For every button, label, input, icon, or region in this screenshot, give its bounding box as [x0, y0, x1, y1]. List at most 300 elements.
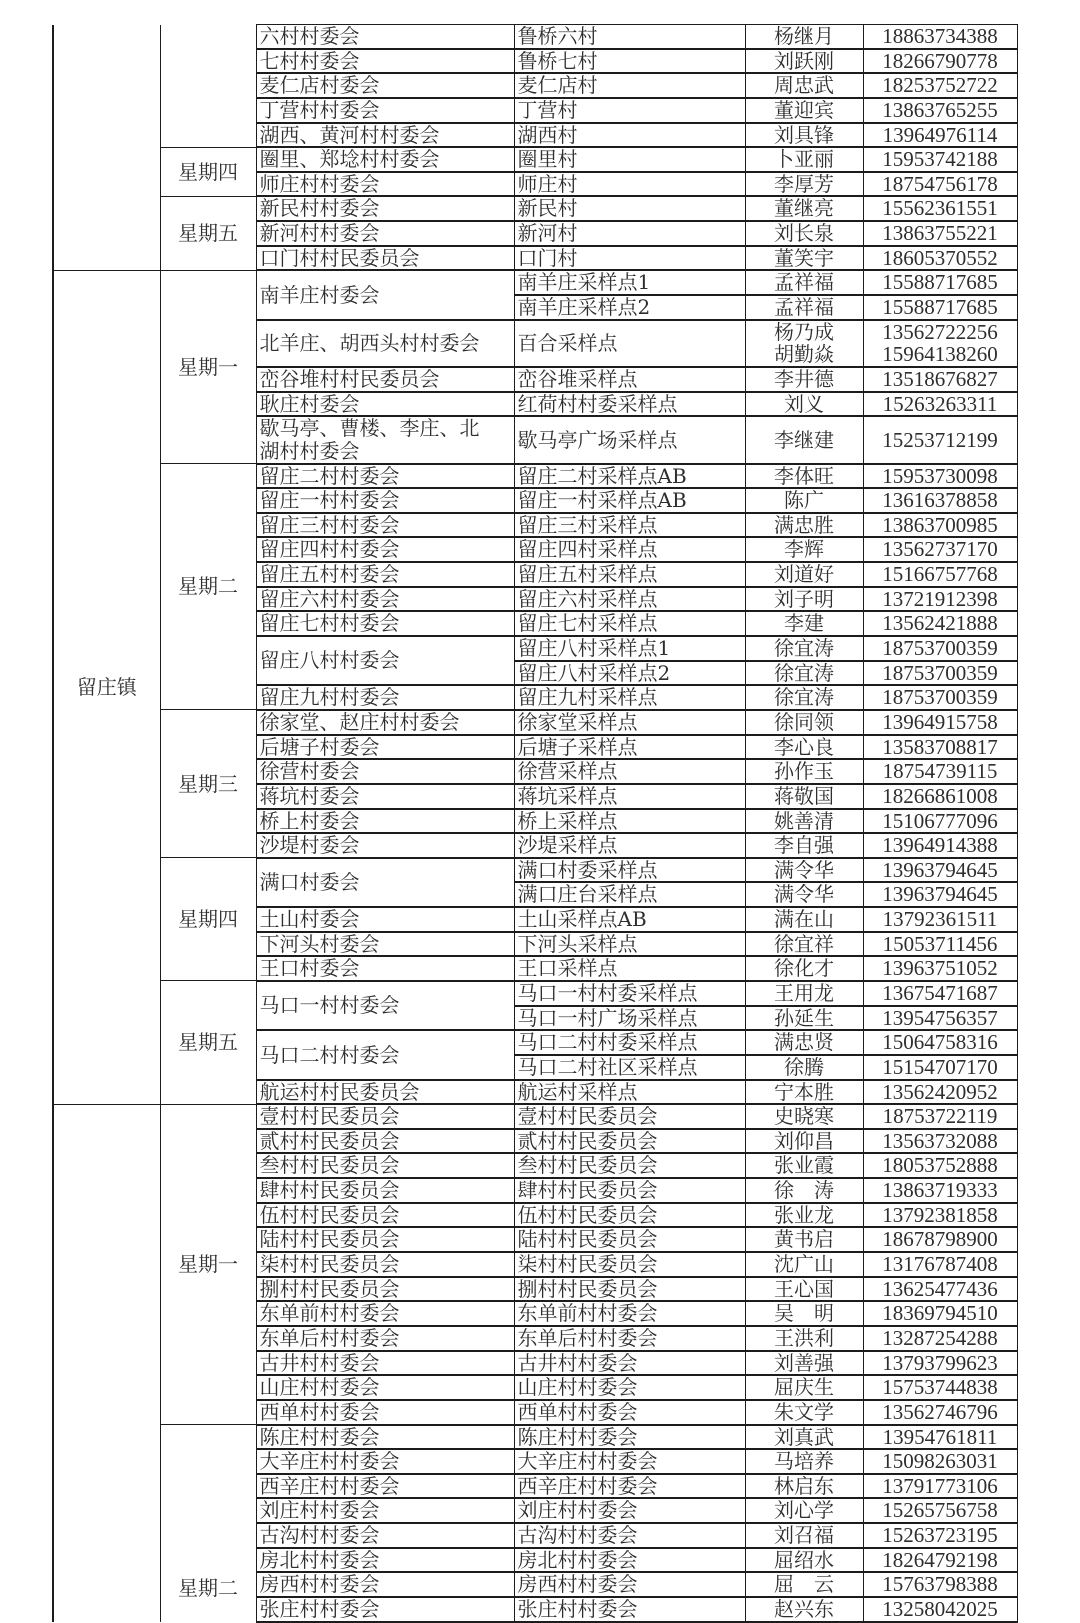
phone-cell: [863, 196, 1017, 221]
committee-cell: [256, 932, 514, 957]
phone-cell-text: 13964976114: [882, 123, 998, 147]
phone-cell: [863, 882, 1017, 907]
contact-person-cell: [745, 956, 863, 981]
phone-cell: [863, 1474, 1017, 1499]
sampling-site-cell: [514, 1277, 745, 1302]
committee-cell-line: 歇马亭、曹楼、李庄、北: [259, 417, 480, 440]
committee-cell: [256, 172, 514, 197]
sampling-site-cell-text: 留庄二村采样点AB: [517, 464, 687, 488]
contact-person-cell-text: 李体旺: [774, 464, 834, 488]
phone-cell-text: 13863700985: [882, 513, 998, 537]
committee-cell: [256, 1474, 514, 1499]
contact-person-cell: [745, 1153, 863, 1178]
committee-cell: [256, 611, 514, 636]
sampling-site-cell: [514, 1375, 745, 1400]
contact-person-cell: [745, 1572, 863, 1597]
committee-cell: [256, 1301, 514, 1326]
contact-person-cell: [745, 1252, 863, 1277]
committee-cell-text: 留庄一村村委会: [259, 489, 400, 512]
sampling-site-cell-text: 柒村村民委员会: [517, 1253, 658, 1276]
committee-cell: [256, 1030, 514, 1079]
committee-cell: [256, 1498, 514, 1523]
contact-person-cell: [745, 1277, 863, 1302]
phone-cell-text: 15588717685: [882, 271, 998, 295]
committee-cell: [256, 270, 514, 319]
contact-person-cell-text: 吴 明: [774, 1302, 834, 1325]
sampling-site-cell-text: 伍村村民委员会: [517, 1203, 658, 1227]
contact-person-cell-text: 屈绍水: [774, 1548, 834, 1572]
committee-cell: [256, 392, 514, 417]
contact-person-cell: [745, 1548, 863, 1573]
phone-cell-text: 15265756758: [882, 1499, 998, 1523]
phone-cell: [863, 858, 1017, 883]
committee-cell-text: 西辛庄村村委会: [259, 1474, 400, 1498]
phone-cell: [863, 488, 1017, 513]
contact-person-cell-text: 孟祥福: [774, 271, 834, 295]
phone-cell: [863, 295, 1017, 320]
phone-cell: [863, 1277, 1017, 1302]
contact-person-cell-text: 王用龙: [774, 981, 834, 1005]
weekday-cell: [160, 981, 256, 1104]
contact-person-cell: [745, 1498, 863, 1523]
phone-cell-text: 13954761811: [882, 1425, 998, 1449]
sampling-site-cell-text: 陆村村民委员会: [517, 1228, 658, 1252]
sampling-site-cell: [514, 1597, 745, 1622]
committee-cell-text: 南羊庄村委会: [259, 283, 380, 307]
committee-cell-text: 古沟村村委会: [259, 1524, 380, 1547]
weekday-cell: [160, 147, 256, 196]
phone-cell-text: 13562420952: [882, 1080, 998, 1104]
contact-person-cell: [745, 661, 863, 686]
committee-cell-text: 麦仁店村委会: [259, 74, 380, 97]
committee-cell: [256, 1129, 514, 1154]
sampling-site-cell: [514, 1449, 745, 1474]
contact-person-cell-text: 董迎宾: [774, 98, 834, 122]
contact-person-cell: [745, 147, 863, 172]
table-row: [53, 196, 1017, 221]
contact-person-cell: [745, 464, 863, 489]
committee-cell: [256, 759, 514, 784]
contact-person-cell-text: 屈庆生: [774, 1376, 834, 1399]
contact-person-cell: [745, 172, 863, 197]
sampling-site-cell: [514, 416, 745, 463]
committee-cell: [256, 1572, 514, 1597]
committee-cell: [256, 907, 514, 932]
phone-cell-text: 15753744838: [882, 1376, 998, 1399]
sampling-site-cell-text: 东单前村村委会: [517, 1302, 658, 1325]
phone-cell: [863, 809, 1017, 834]
weekday-cell-text: 星期五: [178, 1031, 238, 1054]
phone-cell-text: 15098263031: [882, 1450, 998, 1473]
contact-person-cell-text: 刘义: [784, 392, 824, 416]
contact-person-cell: [745, 1400, 863, 1425]
sampling-site-cell-text: 下河头采样点: [517, 932, 638, 956]
phone-cell: [863, 1351, 1017, 1376]
committee-cell-text: 新民村村委会: [259, 197, 380, 221]
contact-person-cell-text: 满忠胜: [774, 513, 834, 537]
weekday-cell-text: 星期一: [178, 1253, 238, 1276]
sampling-site-cell-text: 歇马亭广场采样点: [517, 428, 678, 452]
phone-cell: [863, 1572, 1017, 1597]
table-row: [53, 1104, 1017, 1129]
contact-person-cell: [745, 488, 863, 513]
contact-person-cell-text: 黄书启: [774, 1228, 834, 1252]
phone-cell: [863, 784, 1017, 809]
contact-person-cell: [745, 1055, 863, 1080]
phone-cell: [863, 1449, 1017, 1474]
sampling-site-cell: [514, 685, 745, 710]
sampling-site-cell-text: 留庄六村采样点: [517, 587, 658, 611]
phone-cell: [863, 392, 1017, 417]
contact-person-cell: [745, 636, 863, 661]
phone-cell-text: 18053752888: [882, 1154, 998, 1178]
sampling-site-cell: [514, 295, 745, 320]
contact-person-cell: [745, 416, 863, 463]
phone-cell-text: 13791773106: [882, 1474, 998, 1498]
sampling-site-cell: [514, 320, 745, 367]
phone-cell-text: 18753700359: [882, 637, 998, 660]
phone-cell: [863, 636, 1017, 661]
sampling-site-cell-text: 古井村村委会: [517, 1351, 638, 1375]
contact-person-cell-text: 李辉: [784, 538, 824, 562]
sampling-site-cell: [514, 1474, 745, 1499]
phone-cell: [863, 710, 1017, 735]
phone-cell-text: 15064758316: [882, 1031, 998, 1054]
weekday-cell: [160, 710, 256, 858]
sampling-site-cell: [514, 710, 745, 735]
committee-cell-text: 师庄村村委会: [259, 172, 380, 196]
committee-cell: [256, 833, 514, 858]
contact-person-cell-text: 王心国: [774, 1277, 834, 1301]
contact-person-cell: [745, 1227, 863, 1252]
sampling-site-cell-text: 马口二村社区采样点: [517, 1055, 698, 1079]
contact-person-cell: [745, 98, 863, 123]
committee-cell-text: 陆村村民委员会: [259, 1228, 400, 1252]
committee-cell-text: 柒村村民委员会: [259, 1253, 400, 1276]
committee-cell-text: 新河村村委会: [259, 222, 380, 245]
sampling-site-cell-text: 峦谷堆采样点: [517, 367, 638, 391]
sampling-site-cell-text: 留庄三村采样点: [517, 513, 658, 537]
committee-cell: [256, 735, 514, 760]
sampling-site-cell-text: 口门村: [517, 246, 578, 270]
contact-person-cell: [745, 1425, 863, 1450]
sampling-site-cell: [514, 1548, 745, 1573]
committee-cell-text: 徐家堂、赵庄村村委会: [259, 710, 460, 734]
sampling-site-cell-text: 鲁桥六村: [517, 25, 598, 48]
phone-cell-text: 13518676827: [882, 367, 998, 391]
sampling-site-cell-text: 麦仁店村: [517, 74, 598, 97]
phone-cell: [863, 759, 1017, 784]
committee-cell: [256, 809, 514, 834]
committee-cell-text: 口门村村民委员会: [259, 246, 420, 270]
committee-cell-text: 东单后村村委会: [259, 1326, 400, 1350]
contact-person-cell: [745, 981, 863, 1006]
phone-cell: [863, 49, 1017, 74]
sampling-site-cell: [514, 907, 745, 932]
phone-cell-text: 15562361551: [882, 197, 998, 221]
committee-cell-text: 留庄八村村委会: [259, 649, 400, 672]
sampling-site-cell-text: 王口采样点: [517, 957, 618, 980]
sampling-site-cell-text: 桥上采样点: [517, 809, 618, 833]
contact-person-cell-text: 李建: [784, 612, 824, 636]
phone-cell-text: 15953742188: [882, 148, 998, 171]
committee-cell-text: 东单前村村委会: [259, 1302, 400, 1325]
sampling-site-cell-text: 徐营采样点: [517, 760, 618, 783]
sampling-site-cell: [514, 392, 745, 417]
contact-person-cell-text: 周忠武: [774, 74, 834, 97]
phone-cell-text: 15166757768: [882, 563, 998, 586]
committee-cell: [256, 1227, 514, 1252]
sampling-site-cell-text: 马口一村村委采样点: [517, 981, 698, 1005]
contact-person-cell: [745, 49, 863, 74]
contact-person-cell-text: 刘子明: [774, 587, 834, 611]
sampling-site-cell-text: 百合采样点: [517, 332, 618, 355]
committee-cell: [256, 1252, 514, 1277]
phone-cell-text: 18369794510: [882, 1302, 998, 1325]
sampling-site-cell-text: 肆村村民委员会: [517, 1179, 658, 1202]
contact-person-cell: [745, 1597, 863, 1622]
phone-cell: [863, 1055, 1017, 1080]
contact-person-cell-text: 刘善强: [774, 1351, 834, 1375]
table-row: [53, 710, 1017, 735]
sampling-site-cell-text: 鲁桥七村: [517, 49, 598, 73]
contact-person-cell: [745, 1104, 863, 1129]
phone-cell-text: 15263263311: [882, 392, 998, 416]
contact-person-cell-text: 刘具锋: [774, 123, 834, 147]
phone-cell: [863, 172, 1017, 197]
contact-person-cell: [745, 784, 863, 809]
phone-cell-text: 13562737170: [882, 538, 998, 562]
weekday-cell-text: 星期二: [178, 575, 238, 599]
committee-cell-text: 刘庄村村委会: [259, 1499, 380, 1523]
phone-cell-text: 18754756178: [882, 172, 998, 196]
phone-cell-text: 18266861008: [882, 784, 998, 808]
committee-cell-text: 山庄村村委会: [259, 1376, 380, 1399]
weekday-cell: [160, 270, 256, 463]
contact-person-cell-text: 杨继月: [774, 25, 834, 48]
contact-person-cell-text: 徐宜涛: [774, 686, 834, 709]
contact-person-cell-text: 满令华: [774, 883, 834, 907]
contact-person-cell-text: 姚善清: [774, 809, 834, 833]
committee-cell: [256, 685, 514, 710]
committee-cell-text: 湖西、黄河村村委会: [259, 123, 440, 147]
sampling-site-cell-text: 留庄七村采样点: [517, 612, 658, 636]
phone-cell: [863, 1178, 1017, 1203]
committee-cell-text: 耿庄村委会: [259, 392, 360, 416]
phone-cell-text: 13583708817: [882, 735, 998, 759]
contact-person-cell: [745, 1449, 863, 1474]
phone-cell-text: 13964915758: [882, 710, 998, 734]
committee-cell-text: 叁村村民委员会: [259, 1154, 400, 1178]
phone-cell: [863, 98, 1017, 123]
sampling-site-cell-text: 马口二村村委采样点: [517, 1031, 698, 1054]
sampling-site-cell-text: 新河村: [517, 222, 578, 245]
phone-cell-text: 13562421888: [882, 612, 998, 636]
contact-person-cell: [745, 1375, 863, 1400]
sampling-site-cell: [514, 636, 745, 661]
committee-cell-text: 留庄五村村委会: [259, 563, 400, 586]
phone-cell-text: 15763798388: [882, 1573, 998, 1596]
phone-cell: [863, 147, 1017, 172]
phone-cell: [863, 221, 1017, 246]
weekday-cell: [160, 858, 256, 981]
sampling-site-cell-text: 留庄八村采样点2: [517, 661, 671, 685]
phone-cell: [863, 1548, 1017, 1573]
sampling-site-cell: [514, 1227, 745, 1252]
phone-cell-text: 13964914388: [882, 834, 998, 857]
sampling-site-cell-text: 张庄村村委会: [517, 1598, 638, 1621]
phone-cell: [863, 1597, 1017, 1622]
sampling-site-cell-text: 留庄五村采样点: [517, 563, 658, 586]
sampling-site-cell-text: 大辛庄村村委会: [517, 1450, 658, 1473]
committee-cell: [256, 147, 514, 172]
contact-person-cell-text: 徐同领: [774, 710, 834, 734]
committee-cell: [256, 488, 514, 513]
sampling-site-cell: [514, 1425, 745, 1450]
weekday-cell: [160, 464, 256, 710]
phone-cell-text: 13287254288: [882, 1326, 998, 1350]
committee-cell-text: 房西村村委会: [259, 1573, 380, 1596]
sampling-site-cell: [514, 882, 745, 907]
committee-cell-text: 捌村村民委员会: [259, 1277, 400, 1301]
committee-cell: [256, 562, 514, 587]
committee-cell-text: 留庄三村村委会: [259, 513, 400, 537]
contact-person-cell: [745, 246, 863, 271]
phone-cell-text: 18678798900: [882, 1228, 998, 1252]
sampling-site-cell: [514, 587, 745, 612]
contact-person-cell: [745, 123, 863, 148]
committee-cell: [256, 246, 514, 271]
phone-cell-text: 18264792198: [882, 1548, 998, 1572]
phone-cell: [863, 956, 1017, 981]
committee-cell: [256, 1080, 514, 1105]
phone-cell: [863, 833, 1017, 858]
weekday-cell: [160, 1425, 256, 1622]
phone-cell-text: 18605370552: [882, 246, 998, 270]
phone-cell-text: 13863755221: [882, 222, 998, 245]
phone-cell-text: 15106777096: [882, 809, 998, 833]
sampling-site-cell: [514, 1080, 745, 1105]
sampling-site-cell-text: 湖西村: [517, 123, 578, 147]
phone-cell: [863, 907, 1017, 932]
contact-person-cell-text: 徐宜祥: [774, 932, 834, 956]
phone-cell-text: 13625477436: [882, 1277, 998, 1301]
committee-cell: [256, 25, 514, 49]
table-row: [53, 981, 1017, 1006]
sampling-site-cell-text: 新民村: [517, 197, 578, 221]
contact-person-cell-text: 刘长泉: [774, 222, 834, 245]
committee-cell-text: 大辛庄村村委会: [259, 1450, 400, 1473]
contact-person-cell: [745, 685, 863, 710]
sampling-schedule-table: [52, 24, 1018, 1623]
sampling-site-cell-text: 土山采样点AB: [517, 908, 647, 931]
phone-cell: [863, 932, 1017, 957]
sampling-site-cell-text: 西单村村委会: [517, 1400, 638, 1424]
committee-cell-text: 留庄九村村委会: [259, 686, 400, 709]
committee-cell-text: 峦谷堆村村民委员会: [259, 367, 440, 391]
committee-cell: [256, 49, 514, 74]
contact-person-cell: [745, 392, 863, 417]
contact-person-cell: [745, 1351, 863, 1376]
phone-cell: [863, 1104, 1017, 1129]
contact-person-cell-text: 宁本胜: [774, 1080, 834, 1104]
committee-cell-text: 王口村委会: [259, 957, 360, 980]
phone-cell-text: 15953730098: [882, 464, 998, 488]
sampling-site-cell: [514, 98, 745, 123]
weekday-cell-text: 星期一: [178, 355, 238, 379]
sampling-site-cell: [514, 464, 745, 489]
contact-person-cell-text: 李心良: [774, 735, 834, 759]
phone-cell: [863, 1400, 1017, 1425]
sampling-site-cell: [514, 270, 745, 295]
sampling-site-cell: [514, 49, 745, 74]
sampling-site-cell: [514, 1301, 745, 1326]
committee-cell: [256, 196, 514, 221]
committee-cell-text: 马口二村村委会: [259, 1043, 400, 1067]
phone-cell-text: 13792361511: [882, 908, 998, 931]
committee-cell-text: 下河头村委会: [259, 932, 380, 956]
weekday-cell-text: 星期五: [178, 222, 238, 245]
phone-cell-text: 18754739115: [882, 760, 998, 783]
committee-cell-text: 马口一村村委会: [259, 994, 400, 1017]
contact-person-cell: [745, 611, 863, 636]
phone-cell-line: 15964138260: [882, 343, 998, 366]
phone-cell-text: 18753722119: [882, 1105, 998, 1128]
sampling-site-cell-text: 留庄四村采样点: [517, 538, 658, 562]
committee-cell-text: 留庄二村村委会: [259, 464, 400, 488]
contact-person-cell: [745, 367, 863, 392]
table-row: [53, 25, 1017, 49]
contact-person-cell-text: 马培养: [774, 1450, 834, 1473]
committee-cell: [256, 981, 514, 1030]
phone-cell: [863, 537, 1017, 562]
contact-person-cell-text: 张业霞: [774, 1154, 834, 1178]
contact-person-cell-text: 刘仰昌: [774, 1129, 834, 1153]
phone-cell-text: 13863765255: [882, 98, 998, 122]
phone-cell-text: 18753700359: [882, 686, 998, 709]
sampling-site-cell: [514, 147, 745, 172]
contact-person-cell: [745, 932, 863, 957]
contact-person-cell-text: 徐宜涛: [774, 661, 834, 685]
committee-cell: [256, 464, 514, 489]
phone-cell-text: 15263723195: [882, 1524, 998, 1547]
committee-cell-text: 圈里、郑埝村村委会: [259, 148, 440, 171]
committee-cell: [256, 636, 514, 685]
sampling-site-cell: [514, 1006, 745, 1031]
phone-cell: [863, 73, 1017, 98]
sampling-site-cell-text: 满口村委采样点: [517, 858, 658, 882]
committee-cell: [256, 513, 514, 538]
contact-person-cell-text: 赵兴东: [774, 1598, 834, 1621]
sampling-site-cell-text: 壹村村民委员会: [517, 1105, 658, 1128]
contact-person-cell-text: 史晓寒: [774, 1105, 834, 1128]
contact-person-cell-text: 卜亚丽: [774, 148, 834, 171]
sampling-site-cell-text: 房西村村委会: [517, 1573, 638, 1596]
phone-cell-text: 18753700359: [882, 661, 998, 685]
phone-cell: [863, 246, 1017, 271]
contact-person-cell: [745, 270, 863, 295]
sampling-site-cell: [514, 123, 745, 148]
phone-cell: [863, 981, 1017, 1006]
phone-cell: [863, 685, 1017, 710]
contact-person-cell-text: 陈广: [784, 489, 824, 512]
sampling-site-cell-text: 陈庄村村委会: [517, 1425, 638, 1449]
contact-person-cell: [745, 196, 863, 221]
contact-person-cell-text: 徐化才: [774, 957, 834, 980]
contact-person-cell: [745, 1178, 863, 1203]
town-cell-text: 留庄镇: [76, 675, 137, 699]
sampling-site-cell: [514, 1178, 745, 1203]
